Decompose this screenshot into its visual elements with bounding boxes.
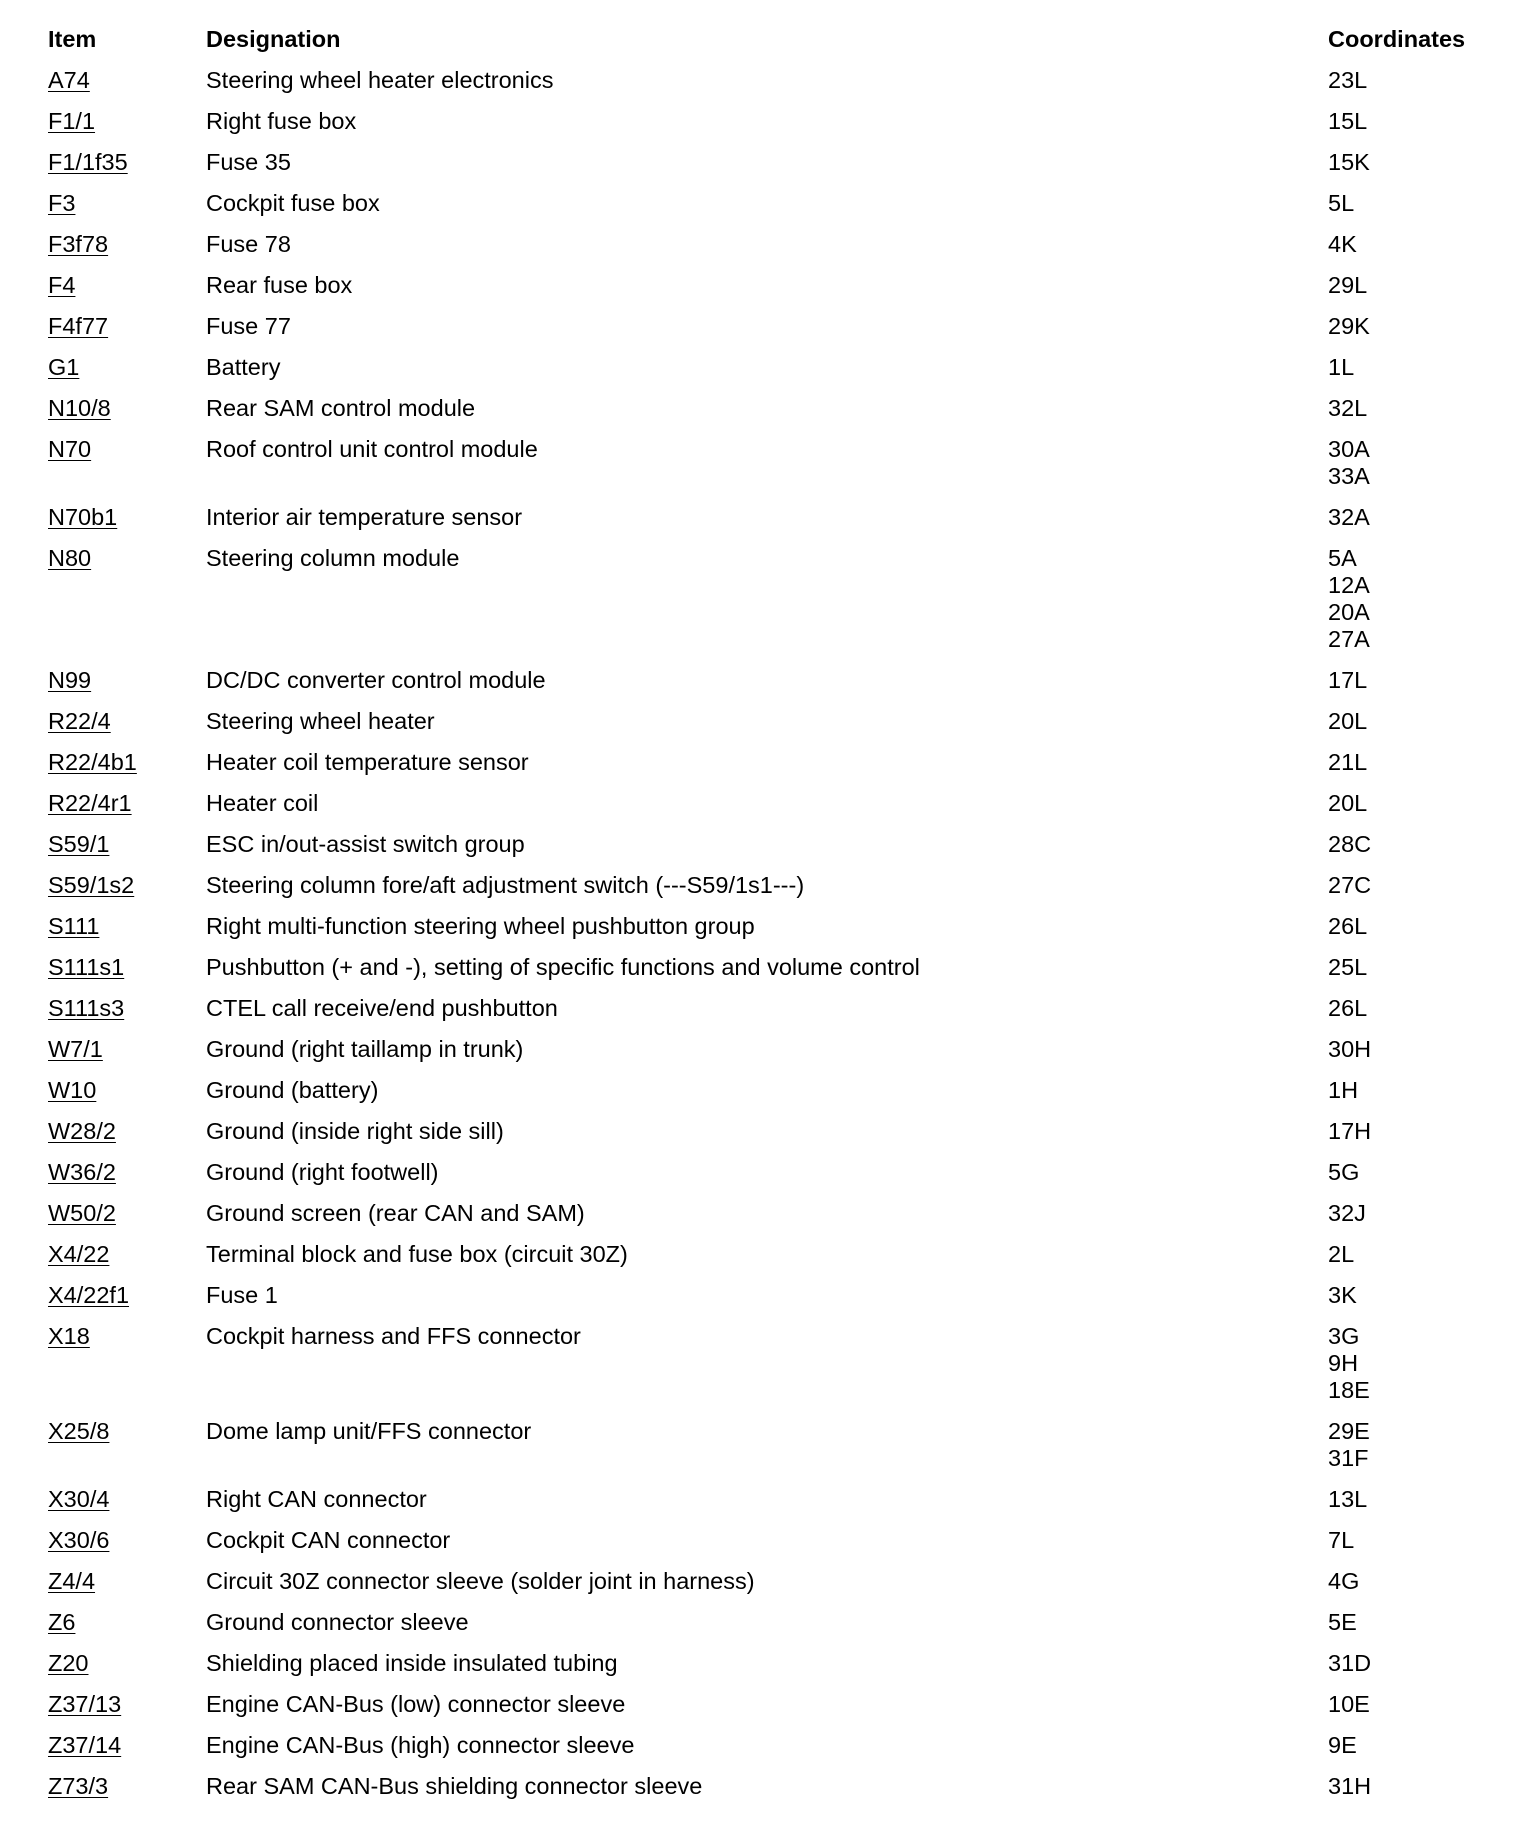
item-cell — [48, 67, 206, 94]
coordinates-cell — [1328, 1773, 1488, 1800]
designation-cell: Dome lamp unit/FFS connector — [206, 1418, 532, 1444]
coordinate-value: 5L — [1328, 190, 1355, 216]
coordinate-value: 4K — [1328, 231, 1357, 257]
item-link[interactable]: X4/22f1 — [48, 1282, 130, 1308]
table-row — [48, 1767, 1488, 1808]
coordinates-cell — [1328, 354, 1488, 381]
item-cell — [48, 708, 206, 735]
table-row — [48, 143, 1488, 184]
table-row — [48, 1317, 1488, 1412]
item-link[interactable]: S111 — [48, 913, 100, 939]
designation-cell: ESC in/out-assist switch group — [206, 831, 525, 857]
coordinate-value: 30A — [1328, 436, 1370, 462]
coordinate-value: 1H — [1328, 1077, 1359, 1103]
designation-cell: Rear SAM CAN-Bus shielding connector sleeve — [206, 1773, 703, 1799]
item-cell — [48, 436, 206, 463]
item-cell — [48, 1323, 206, 1350]
item-cell — [48, 1282, 206, 1309]
item-link[interactable]: N70 — [48, 436, 92, 462]
table-row — [48, 389, 1488, 430]
item-cell — [48, 831, 206, 858]
coordinates-cell — [1328, 708, 1488, 735]
coordinate-value: 31D — [1328, 1650, 1372, 1676]
item-cell — [48, 790, 206, 817]
coordinates-cell — [1328, 190, 1488, 217]
coordinates-cell — [1328, 231, 1488, 258]
coordinates-cell — [1328, 1241, 1488, 1268]
designation-cell: DC/DC converter control module — [206, 667, 546, 693]
coordinate-value: 26L — [1328, 913, 1368, 939]
designation-cell: Cockpit CAN connector — [206, 1527, 451, 1553]
item-link[interactable]: F1/1 — [48, 108, 96, 134]
coordinate-value: 1L — [1328, 354, 1355, 380]
table-row — [48, 1276, 1488, 1317]
coordinate-value: 31F — [1328, 1445, 1369, 1471]
item-link[interactable]: Z4/4 — [48, 1568, 96, 1594]
table-row — [48, 225, 1488, 266]
coordinates-cell — [1328, 749, 1488, 776]
item-link[interactable]: X30/4 — [48, 1486, 110, 1512]
table-row — [48, 1521, 1488, 1562]
table-row — [48, 743, 1488, 784]
designation-cell: Rear SAM control module — [206, 395, 476, 421]
designation-cell: Rear fuse box — [206, 272, 353, 298]
coordinates-cell — [1328, 1282, 1488, 1309]
coordinate-value: 21L — [1328, 749, 1368, 775]
item-link[interactable]: F4 — [48, 272, 76, 298]
item-cell — [48, 1200, 206, 1227]
table-row — [48, 61, 1488, 102]
coordinate-value: 20L — [1328, 790, 1368, 816]
designation-cell: Roof control unit control module — [206, 436, 538, 462]
table-row — [48, 948, 1488, 989]
designation-cell: Steering column fore/aft adjustment switch (---S59/1s1---) — [206, 872, 805, 898]
item-link[interactable]: F1/1f35 — [48, 149, 128, 175]
coordinate-value: 20A — [1328, 599, 1370, 625]
coordinate-value: 15L — [1328, 108, 1368, 134]
item-cell — [48, 1036, 206, 1063]
table-row — [48, 866, 1488, 907]
table-row — [48, 266, 1488, 307]
item-link[interactable]: N99 — [48, 667, 92, 693]
coordinate-value: 17H — [1328, 1118, 1372, 1144]
item-link[interactable]: Z6 — [48, 1609, 76, 1635]
item-link[interactable]: F3 — [48, 190, 76, 216]
coordinate-value: 29L — [1328, 272, 1368, 298]
designation-cell: Circuit 30Z connector sleeve (solder joint in harness) — [206, 1568, 755, 1594]
coordinate-value: 9E — [1328, 1732, 1357, 1758]
item-link[interactable]: A74 — [48, 67, 90, 93]
designation-cell: Fuse 1 — [206, 1282, 278, 1308]
item-link[interactable]: W36/2 — [48, 1159, 116, 1185]
item-link[interactable]: X4/22 — [48, 1241, 110, 1267]
table-row — [48, 702, 1488, 743]
header-coordinates: Coordinates — [1328, 26, 1466, 52]
coordinates-cell — [1328, 995, 1488, 1022]
item-link[interactable]: S111s3 — [48, 995, 125, 1021]
coordinate-value: 3K — [1328, 1282, 1357, 1308]
item-cell — [48, 995, 206, 1022]
item-link[interactable]: S111s1 — [48, 954, 125, 980]
coordinates-cell — [1328, 1568, 1488, 1595]
table-row — [48, 430, 1488, 498]
item-cell — [48, 1077, 206, 1104]
table-row — [48, 1480, 1488, 1521]
coordinates-cell — [1328, 1486, 1488, 1513]
coordinates-cell — [1328, 1732, 1488, 1759]
designation-cell: Ground (right taillamp in trunk) — [206, 1036, 524, 1062]
designation-cell: Interior air temperature sensor — [206, 504, 523, 530]
coordinate-value: 32J — [1328, 1200, 1366, 1226]
coordinate-value: 32A — [1328, 504, 1370, 530]
coordinate-value: 13L — [1328, 1486, 1368, 1512]
designation-cell: Heater coil — [206, 790, 319, 816]
component-legend-table — [48, 22, 1488, 1808]
item-cell — [48, 354, 206, 381]
designation-cell: CTEL call receive/end pushbutton — [206, 995, 558, 1021]
coordinate-value: 10E — [1328, 1691, 1370, 1717]
item-link[interactable]: X30/6 — [48, 1527, 110, 1553]
table-row — [48, 661, 1488, 702]
item-cell — [48, 1650, 206, 1677]
coordinates-cell — [1328, 149, 1488, 176]
table-row — [48, 1194, 1488, 1235]
coordinate-value: 3G — [1328, 1323, 1360, 1349]
item-link[interactable]: Z37/14 — [48, 1732, 122, 1758]
designation-cell: Engine CAN-Bus (low) connector sleeve — [206, 1691, 626, 1717]
coordinate-value: 5G — [1328, 1159, 1360, 1185]
item-link[interactable]: R22/4 — [48, 708, 111, 734]
item-cell — [48, 545, 206, 572]
table-body — [48, 61, 1488, 1808]
coordinate-value: 30H — [1328, 1036, 1372, 1062]
designation-cell: Fuse 35 — [206, 149, 291, 175]
item-cell — [48, 1732, 206, 1759]
header-designation: Designation — [206, 26, 341, 52]
table-row — [48, 1030, 1488, 1071]
coordinates-cell — [1328, 1077, 1488, 1104]
table-header — [48, 22, 1488, 61]
designation-cell: Fuse 77 — [206, 313, 291, 339]
coordinates-cell — [1328, 436, 1488, 490]
item-cell — [48, 1527, 206, 1554]
item-link[interactable]: G1 — [48, 354, 80, 380]
designation-cell: Ground screen (rear CAN and SAM) — [206, 1200, 585, 1226]
designation-cell: Ground (inside right side sill) — [206, 1118, 504, 1144]
designation-cell: Pushbutton (+ and -), setting of specific functions and volume control — [206, 954, 920, 980]
coordinate-value: 29E — [1328, 1418, 1370, 1444]
coordinates-cell — [1328, 67, 1488, 94]
coordinates-cell — [1328, 313, 1488, 340]
item-link[interactable]: W28/2 — [48, 1118, 116, 1144]
coordinate-value: 12A — [1328, 572, 1370, 598]
item-cell — [48, 749, 206, 776]
item-link[interactable]: X18 — [48, 1323, 90, 1349]
coordinates-cell — [1328, 1323, 1488, 1404]
coordinate-value: 33A — [1328, 463, 1370, 489]
coordinate-value: 27A — [1328, 626, 1370, 652]
coordinates-cell — [1328, 1650, 1488, 1677]
designation-cell: Terminal block and fuse box (circuit 30Z) — [206, 1241, 628, 1267]
item-cell — [48, 913, 206, 940]
table-row — [48, 1071, 1488, 1112]
coordinates-cell — [1328, 395, 1488, 422]
designation-cell: Cockpit harness and FFS connector — [206, 1323, 581, 1349]
coordinates-cell — [1328, 545, 1488, 653]
item-link[interactable]: R22/4b1 — [48, 749, 137, 775]
designation-cell: Battery — [206, 354, 281, 380]
coordinates-cell — [1328, 872, 1488, 899]
table-row — [48, 907, 1488, 948]
item-link[interactable]: X25/8 — [48, 1418, 110, 1444]
coordinate-value: 2L — [1328, 1241, 1355, 1267]
coordinates-cell — [1328, 108, 1488, 135]
table-row — [48, 307, 1488, 348]
item-link[interactable]: N80 — [48, 545, 92, 571]
coordinate-value: 9H — [1328, 1350, 1359, 1376]
item-link[interactable]: W10 — [48, 1077, 97, 1103]
coordinate-value: 29K — [1328, 313, 1370, 339]
coordinate-value: 4G — [1328, 1568, 1360, 1594]
item-cell — [48, 504, 206, 531]
item-cell — [48, 1159, 206, 1186]
table-row — [48, 1153, 1488, 1194]
table-row — [48, 102, 1488, 143]
coordinate-value: 31H — [1328, 1773, 1372, 1799]
coordinate-value: 5A — [1328, 545, 1357, 571]
coordinates-cell — [1328, 272, 1488, 299]
table-row — [48, 539, 1488, 661]
table-row — [48, 1235, 1488, 1276]
coordinates-cell — [1328, 1200, 1488, 1227]
coordinates-cell — [1328, 1159, 1488, 1186]
table-row — [48, 348, 1488, 389]
item-link[interactable]: S59/1s2 — [48, 872, 135, 898]
table-row — [48, 1644, 1488, 1685]
table-row — [48, 1112, 1488, 1153]
designation-cell: Ground (right footwell) — [206, 1159, 439, 1185]
item-cell — [48, 1691, 206, 1718]
item-cell — [48, 1486, 206, 1513]
header-item: Item — [48, 26, 97, 52]
item-cell — [48, 1118, 206, 1145]
item-cell — [48, 667, 206, 694]
item-cell — [48, 1418, 206, 1445]
coordinates-cell — [1328, 1609, 1488, 1636]
item-cell — [48, 149, 206, 176]
item-cell — [48, 313, 206, 340]
table-row — [48, 825, 1488, 866]
coordinates-cell — [1328, 504, 1488, 531]
item-cell — [48, 272, 206, 299]
designation-cell: Steering wheel heater electronics — [206, 67, 554, 93]
table-row — [48, 1412, 1488, 1480]
coordinates-cell — [1328, 790, 1488, 817]
designation-cell: Fuse 78 — [206, 231, 291, 257]
item-link[interactable]: W7/1 — [48, 1036, 103, 1062]
coordinate-value: 15K — [1328, 149, 1370, 175]
item-link[interactable]: Z20 — [48, 1650, 89, 1676]
designation-cell: Engine CAN-Bus (high) connector sleeve — [206, 1732, 635, 1758]
table-row — [48, 784, 1488, 825]
designation-cell: Heater coil temperature sensor — [206, 749, 529, 775]
designation-cell: Right CAN connector — [206, 1486, 427, 1512]
coordinates-cell — [1328, 667, 1488, 694]
item-cell — [48, 954, 206, 981]
table-row — [48, 498, 1488, 539]
table-row — [48, 989, 1488, 1030]
item-link[interactable]: S59/1 — [48, 831, 110, 857]
coordinate-value: 26L — [1328, 995, 1368, 1021]
designation-cell: Right multi-function steering wheel pushbutton group — [206, 913, 755, 939]
designation-cell: Ground connector sleeve — [206, 1609, 469, 1635]
item-link[interactable]: R22/4r1 — [48, 790, 132, 816]
coordinates-cell — [1328, 1036, 1488, 1063]
designation-cell: Right fuse box — [206, 108, 357, 134]
coordinate-value: 17L — [1328, 667, 1368, 693]
item-link[interactable]: N70b1 — [48, 504, 118, 530]
coordinates-cell — [1328, 913, 1488, 940]
coordinate-value: 32L — [1328, 395, 1368, 421]
item-link[interactable]: F4f77 — [48, 313, 109, 339]
item-link[interactable]: Z37/13 — [48, 1691, 122, 1717]
item-cell — [48, 1609, 206, 1636]
designation-cell: Shielding placed inside insulated tubing — [206, 1650, 618, 1676]
table-row — [48, 184, 1488, 225]
item-cell — [48, 190, 206, 217]
coordinate-value: 20L — [1328, 708, 1368, 734]
table-row — [48, 1562, 1488, 1603]
table-row — [48, 1726, 1488, 1767]
item-link[interactable]: N10/8 — [48, 395, 111, 421]
coordinate-value: 5E — [1328, 1609, 1357, 1635]
coordinates-cell — [1328, 1527, 1488, 1554]
item-cell — [48, 1241, 206, 1268]
coordinates-cell — [1328, 831, 1488, 858]
table-row — [48, 1603, 1488, 1644]
coordinates-cell — [1328, 954, 1488, 981]
coordinate-value: 18E — [1328, 1377, 1370, 1403]
item-link[interactable]: F3f78 — [48, 231, 109, 257]
coordinate-value: 25L — [1328, 954, 1368, 980]
item-cell — [48, 108, 206, 135]
item-cell — [48, 872, 206, 899]
designation-cell: Steering wheel heater — [206, 708, 435, 734]
item-cell — [48, 395, 206, 422]
table-row — [48, 1685, 1488, 1726]
coordinate-value: 7L — [1328, 1527, 1355, 1553]
coordinates-cell — [1328, 1691, 1488, 1718]
item-cell — [48, 1568, 206, 1595]
designation-cell: Cockpit fuse box — [206, 190, 380, 216]
coordinates-cell — [1328, 1118, 1488, 1145]
item-link[interactable]: Z73/3 — [48, 1773, 109, 1799]
coordinates-cell — [1328, 1418, 1488, 1472]
item-link[interactable]: W50/2 — [48, 1200, 116, 1226]
designation-cell: Steering column module — [206, 545, 460, 571]
item-cell — [48, 231, 206, 258]
designation-cell: Ground (battery) — [206, 1077, 379, 1103]
coordinate-value: 23L — [1328, 67, 1368, 93]
item-cell — [48, 1773, 206, 1800]
coordinate-value: 27C — [1328, 872, 1372, 898]
coordinate-value: 28C — [1328, 831, 1372, 857]
